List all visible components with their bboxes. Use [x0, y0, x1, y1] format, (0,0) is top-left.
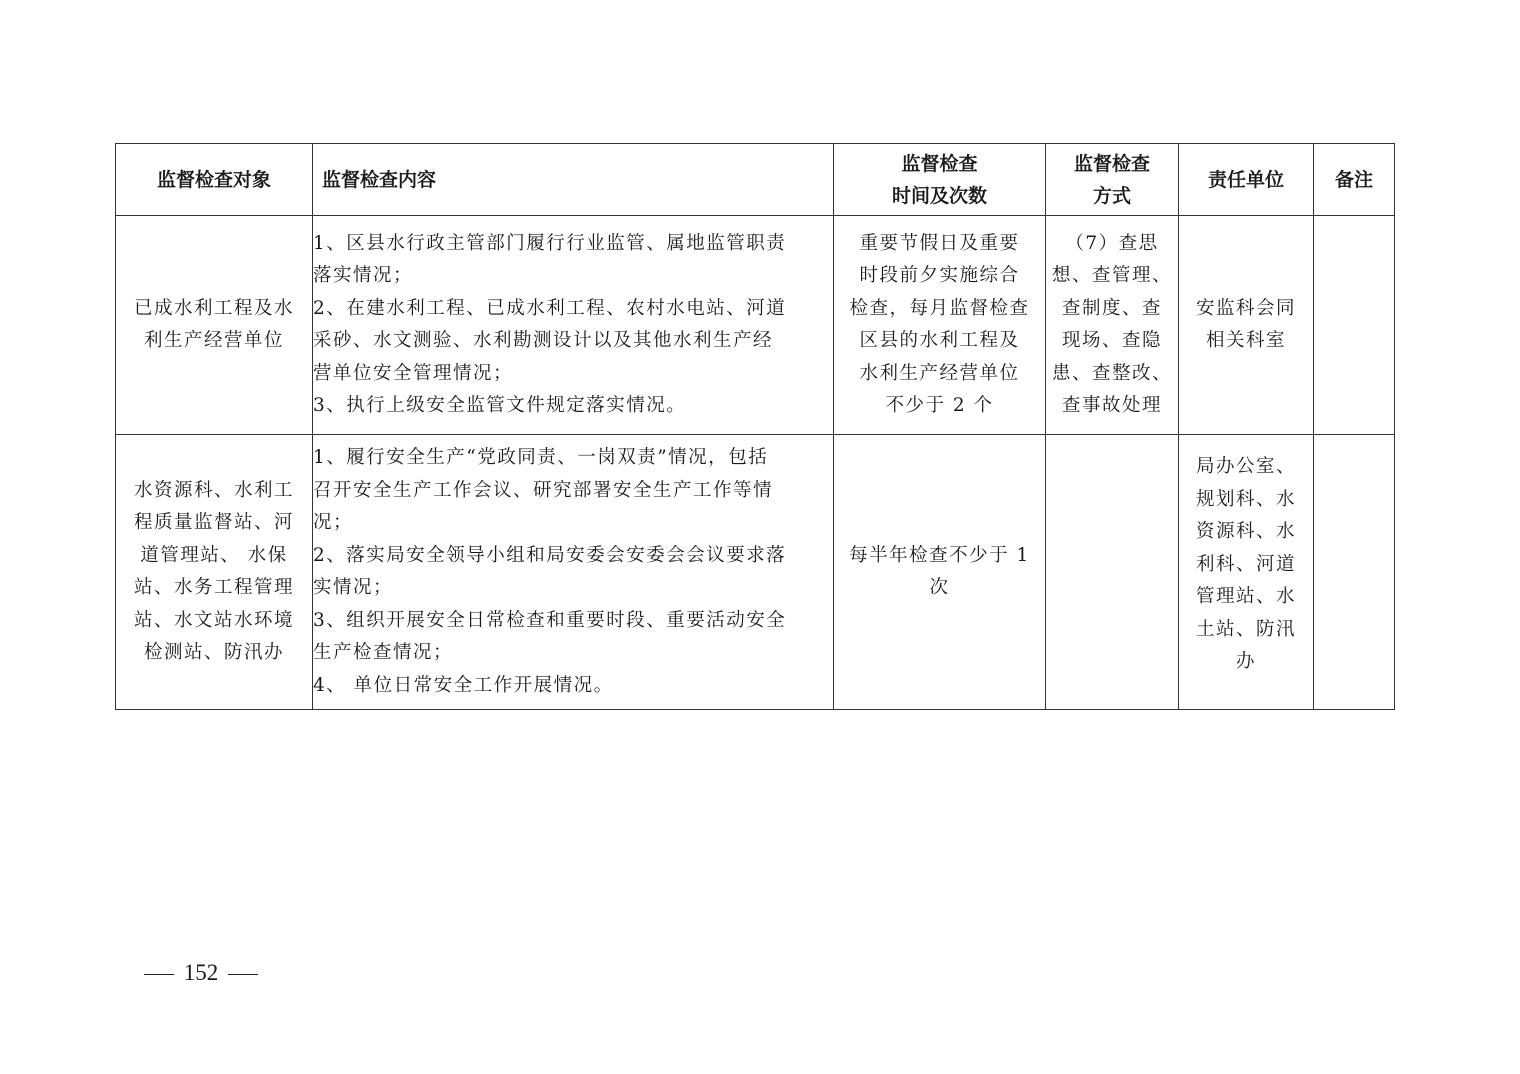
header-time: 监督检查 时间及次数 [834, 144, 1046, 216]
table-row [116, 435, 1395, 710]
footer-dash-left [144, 974, 174, 976]
row2-remarks-cell [1314, 435, 1395, 710]
header-content: 监督检查内容 [313, 144, 834, 216]
supervision-table [115, 143, 1395, 710]
row1-object-cell: 已成水利工程及水 利生产经营单位 [116, 216, 313, 435]
table-header-row [116, 144, 1395, 216]
row2-responsible-cell: 局办公室、 规划科、水 资源科、水 利科、河道 管理站、水 土站、防汛 办 [1179, 435, 1314, 710]
footer-dash-right [228, 974, 258, 976]
row1-remarks-cell [1314, 216, 1395, 435]
row1-content-cell: 1、区县水行政主管部门履行行业监管、属地监管职责 落实情况； 2、在建水利工程、已成水利工程、农村水电站、河道 采砂、水文测验、水利勘测设计以及其他水利生产经 营单位安全管理情况； 3、执行上级安全监管文件规定落实情况。 [313, 216, 834, 435]
header-object: 监督检查对象 [116, 144, 313, 216]
row2-method-cell [1046, 435, 1179, 710]
header-remarks: 备注 [1314, 144, 1395, 216]
table-row [116, 216, 1395, 435]
page-number: 152 [183, 960, 219, 985]
row2-time-cell: 每半年检查不少于 1 次 [834, 435, 1046, 710]
header-method: 监督检查 方式 [1046, 144, 1179, 216]
row1-responsible-cell: 安监科会同 相关科室 [1179, 216, 1314, 435]
row2-content-cell: 1、履行安全生产“党政同责、一岗双责”情况，包括 召开安全生产工作会议、研究部署安全生产工作等情 况； 2、落实局安全领导小组和局安委会安委会会议要求落 实情况； 3、组织开展安全日常检查和重要时段、重要活动安全 生产检查情况； 4、 单位日常安全工作开展情况。 [313, 435, 834, 710]
row2-object-cell: 水资源科、水利工 程质量监督站、河 道管理站、 水保 站、水务工程管理 站、水文站水环境 检测站、防汛办 [116, 435, 313, 710]
row1-time-cell: 重要节假日及重要 时段前夕实施综合 检查，每月监督检查 区县的水利工程及 水利生产经营单位 不少于 2 个 [834, 216, 1046, 435]
row1-method-cell: （7）查思 想、查管理、 查制度、查 现场、查隐 患、查整改、 查事故处理 [1046, 216, 1179, 435]
page-footer [140, 955, 262, 991]
header-responsible: 责任单位 [1179, 144, 1314, 216]
